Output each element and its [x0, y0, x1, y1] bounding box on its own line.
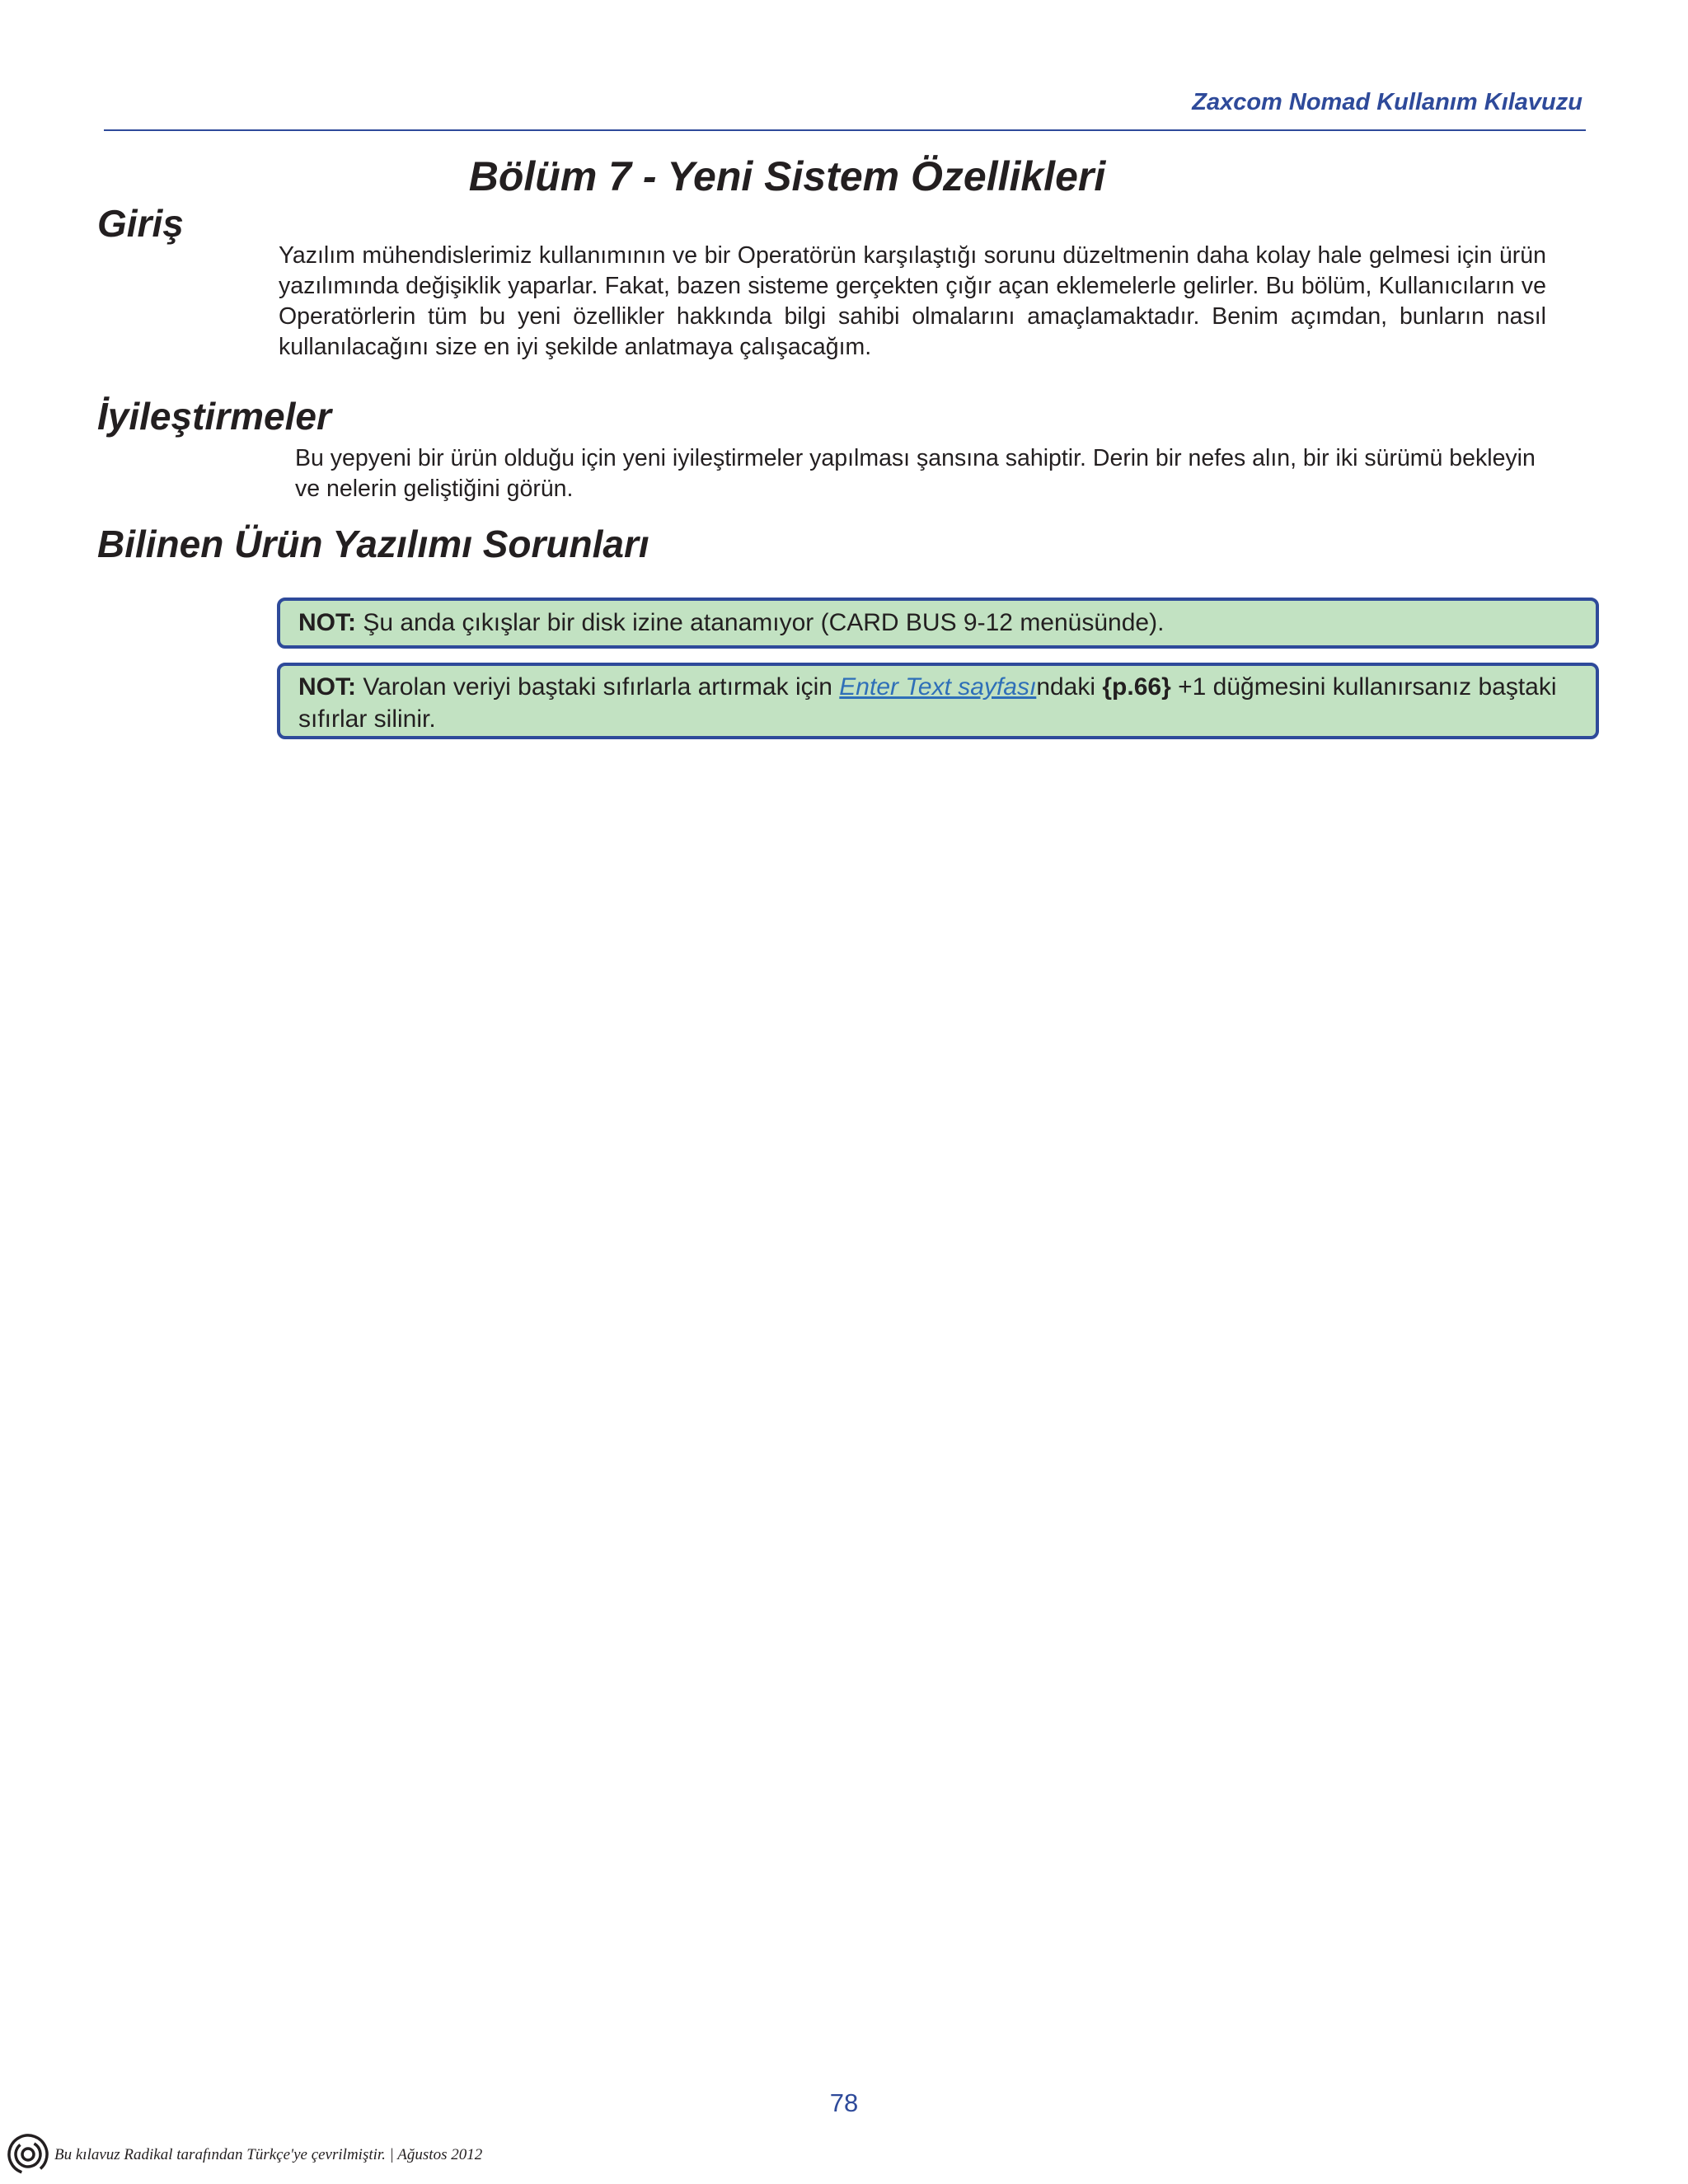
chapter-title: Bölüm 7 - Yeni Sistem Özellikleri [468, 153, 1106, 199]
note-label: NOT: [298, 673, 356, 701]
section-heading-known-issues: Bilinen Ürün Yazılımı Sorunları [97, 523, 649, 565]
note-text: ndaki [1036, 673, 1103, 701]
header-title: Zaxcom Nomad Kullanım Kılavuzu [1192, 89, 1582, 115]
header-rule [104, 129, 1586, 131]
footer-credit: Bu kılavuz Radikal tarafından Türkçe'ye çevrilmiştir. | Ağustos 2012 [54, 2146, 483, 2163]
section-heading-improvements: İyileştirmeler [97, 395, 331, 438]
page-reference: {p.66} [1102, 673, 1171, 701]
note-label: NOT: [298, 609, 356, 636]
intro-paragraph: Yazılım mühendislerimiz kullanımının ve bir Operatörün karşılaştığı sorunu düzeltmenin daha kolay hale gelmesi için ürün yazılımında değişiklik yaparlar. Fakat, bazen sisteme gerçekten çığır açan eklemelerle gelirler. Bu bölüm, Kullanıcıların ve Operatörlerin tüm bu yeni özellikler hakkında bilgi sahibi olmalarını amaçlamaktadır. Benim açımdan, bunların nasıl kullanılacağını size en iyi şekilde anlatmaya çalışacağım. [279, 242, 1546, 360]
improvements-paragraph: Bu yepyeni bir ürün olduğu için yeni iyileştirmeler yapılması şansına sahiptir. Derin bir nefes alın, bir iki sürümü bekleyin ve nelerin geliştiğini görün. [295, 445, 1536, 502]
note-box-1 [277, 598, 1599, 649]
section-heading-intro: Giriş [97, 202, 184, 245]
note-text: Varolan veriyi baştaki sıfırlarla artırmak için [356, 673, 840, 701]
radikal-logo-icon [7, 2133, 49, 2176]
page-number: 78 [829, 2088, 859, 2117]
enter-text-page-link[interactable]: Enter Text sayfası [839, 673, 1037, 701]
note-box-2 [277, 663, 1599, 739]
note-text: +1 düğmesini kullanırsanız baştaki sıfırlar silinir. [298, 673, 1557, 733]
note-text: Şu anda çıkışlar bir disk izine atanamıyor (CARD BUS 9-12 menüsünde). [356, 609, 1165, 636]
